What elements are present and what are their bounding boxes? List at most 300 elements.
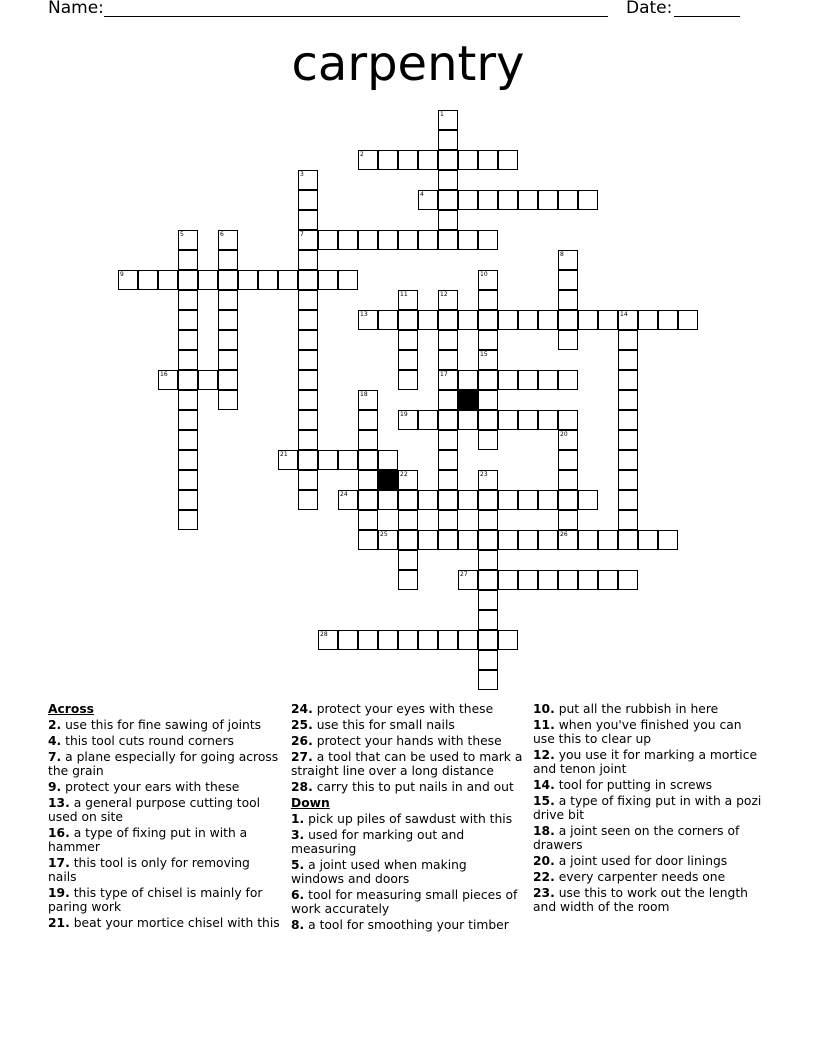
clue-number: 20 bbox=[560, 431, 568, 438]
across-clue bbox=[291, 780, 523, 794]
clue-number: 1 bbox=[440, 111, 444, 118]
grid-cell[interactable] bbox=[298, 210, 318, 230]
clue-number: 19 bbox=[400, 411, 408, 418]
grid-cell[interactable] bbox=[358, 230, 378, 250]
grid-cell[interactable] bbox=[618, 490, 638, 510]
grid-cell[interactable] bbox=[218, 370, 238, 390]
grid-cell[interactable] bbox=[518, 370, 538, 390]
grid-cell[interactable] bbox=[278, 450, 298, 470]
down-clue bbox=[533, 886, 765, 914]
across-clue bbox=[291, 718, 523, 732]
grid-cell[interactable] bbox=[478, 390, 498, 410]
grid-cell[interactable] bbox=[478, 290, 498, 310]
clue-number: 13. bbox=[48, 796, 70, 810]
grid-cell[interactable] bbox=[658, 310, 678, 330]
grid-cell[interactable] bbox=[418, 490, 438, 510]
grid-cell[interactable] bbox=[618, 330, 638, 350]
name-field[interactable] bbox=[104, 0, 608, 17]
grid-cell[interactable] bbox=[438, 310, 458, 330]
grid-cell[interactable] bbox=[558, 370, 578, 390]
grid-cell[interactable] bbox=[298, 450, 318, 470]
name-label: Name: bbox=[48, 0, 104, 18]
clue-number: 23. bbox=[533, 886, 555, 900]
grid-cell[interactable] bbox=[338, 490, 358, 510]
grid-cell[interactable] bbox=[618, 410, 638, 430]
down-clue bbox=[533, 824, 765, 852]
grid-cell[interactable] bbox=[418, 150, 438, 170]
clue-number: 15. bbox=[533, 794, 555, 808]
grid-cell[interactable] bbox=[298, 290, 318, 310]
grid-cell[interactable] bbox=[578, 570, 598, 590]
grid-cell[interactable] bbox=[178, 490, 198, 510]
grid-cell[interactable] bbox=[218, 230, 238, 250]
grid-cell[interactable] bbox=[178, 390, 198, 410]
grid-cell[interactable] bbox=[298, 490, 318, 510]
down-clue bbox=[533, 702, 765, 716]
clue-text: a type of fixing put in with a pozi drive bit bbox=[533, 794, 762, 822]
grid-cell[interactable] bbox=[538, 410, 558, 430]
grid-cell[interactable] bbox=[618, 570, 638, 590]
clue-number: 4 bbox=[420, 191, 424, 198]
grid-cell[interactable] bbox=[378, 150, 398, 170]
grid-cell[interactable] bbox=[158, 270, 178, 290]
across-clue bbox=[48, 796, 280, 824]
grid-cell[interactable] bbox=[438, 230, 458, 250]
grid-cell[interactable] bbox=[398, 630, 418, 650]
across-clue bbox=[48, 718, 280, 732]
grid-cell[interactable] bbox=[178, 230, 198, 250]
grid-cell[interactable] bbox=[358, 630, 378, 650]
clue-text: use this for fine sawing of joints bbox=[61, 718, 262, 732]
grid-cell[interactable] bbox=[178, 330, 198, 350]
grid-cell[interactable] bbox=[578, 530, 598, 550]
grid-cell[interactable] bbox=[358, 410, 378, 430]
grid-cell[interactable] bbox=[478, 610, 498, 630]
grid-cell[interactable] bbox=[498, 630, 518, 650]
grid-cell[interactable] bbox=[398, 370, 418, 390]
grid-cell[interactable] bbox=[438, 110, 458, 130]
grid-cell[interactable] bbox=[678, 310, 698, 330]
grid-cell[interactable] bbox=[378, 450, 398, 470]
grid-cell[interactable] bbox=[298, 310, 318, 330]
grid-cell[interactable] bbox=[358, 430, 378, 450]
grid-cell[interactable] bbox=[178, 430, 198, 450]
grid-cell[interactable] bbox=[218, 250, 238, 270]
down-clue bbox=[291, 812, 523, 826]
clue-number: 16. bbox=[48, 826, 70, 840]
grid-cell[interactable] bbox=[358, 490, 378, 510]
grid-cell[interactable] bbox=[398, 330, 418, 350]
grid-cell[interactable] bbox=[298, 330, 318, 350]
across-clue bbox=[48, 856, 280, 884]
grid-cell[interactable] bbox=[598, 310, 618, 330]
grid-cell[interactable] bbox=[438, 390, 458, 410]
grid-cell[interactable] bbox=[458, 570, 478, 590]
grid-cell[interactable] bbox=[538, 370, 558, 390]
grid-cell[interactable] bbox=[298, 410, 318, 430]
clue-number: 20. bbox=[533, 854, 555, 868]
clue-number: 11. bbox=[533, 718, 555, 732]
grid-cell[interactable] bbox=[398, 550, 418, 570]
down-clue bbox=[533, 718, 765, 746]
grid-cell[interactable] bbox=[438, 130, 458, 150]
clue-number: 28. bbox=[291, 780, 313, 794]
grid-cell[interactable] bbox=[358, 530, 378, 550]
grid-cell[interactable] bbox=[318, 630, 338, 650]
grid-cell[interactable] bbox=[538, 190, 558, 210]
grid-cell[interactable] bbox=[358, 450, 378, 470]
grid-cell[interactable] bbox=[178, 350, 198, 370]
grid-cell[interactable] bbox=[178, 450, 198, 470]
grid-cell[interactable] bbox=[478, 430, 498, 450]
date-label: Date: bbox=[626, 0, 673, 18]
grid-cell[interactable] bbox=[618, 370, 638, 390]
grid-cell[interactable] bbox=[378, 530, 398, 550]
grid-cell[interactable] bbox=[398, 150, 418, 170]
clue-number: 5. bbox=[291, 858, 305, 872]
grid-cell[interactable] bbox=[218, 310, 238, 330]
grid-cell[interactable] bbox=[558, 310, 578, 330]
clue-number: 15 bbox=[480, 351, 488, 358]
clue-text: this type of chisel is mainly for paring work bbox=[48, 886, 263, 914]
grid-cell[interactable] bbox=[338, 450, 358, 470]
grid-cell[interactable] bbox=[398, 310, 418, 330]
clue-number: 7. bbox=[48, 750, 62, 764]
grid-cell[interactable] bbox=[458, 370, 478, 390]
grid-cell[interactable] bbox=[178, 270, 198, 290]
grid-cell[interactable] bbox=[278, 270, 298, 290]
grid-cell[interactable] bbox=[178, 510, 198, 530]
grid-cell[interactable] bbox=[558, 530, 578, 550]
grid-cell[interactable] bbox=[398, 530, 418, 550]
grid-cell[interactable] bbox=[478, 310, 498, 330]
clue-number: 16 bbox=[160, 371, 168, 378]
clue-text: protect your ears with these bbox=[61, 780, 240, 794]
grid-cell[interactable] bbox=[518, 530, 538, 550]
grid-cell[interactable] bbox=[198, 270, 218, 290]
grid-cell[interactable] bbox=[378, 490, 398, 510]
grid-cell[interactable] bbox=[618, 510, 638, 530]
grid-cell[interactable] bbox=[398, 350, 418, 370]
grid-cell[interactable] bbox=[598, 570, 618, 590]
grid-cell[interactable] bbox=[318, 270, 338, 290]
grid-cell[interactable] bbox=[458, 230, 478, 250]
grid-cell[interactable] bbox=[218, 330, 238, 350]
grid-cell[interactable] bbox=[298, 430, 318, 450]
grid-cell[interactable] bbox=[478, 370, 498, 390]
grid-cell[interactable] bbox=[498, 190, 518, 210]
date-field[interactable] bbox=[674, 0, 740, 17]
clue-number: 8 bbox=[560, 251, 564, 258]
grid-cell[interactable] bbox=[518, 490, 538, 510]
grid-cell[interactable] bbox=[218, 290, 238, 310]
grid-cell[interactable] bbox=[498, 530, 518, 550]
grid-cell[interactable] bbox=[438, 630, 458, 650]
grid-cell[interactable] bbox=[438, 470, 458, 490]
header bbox=[48, 0, 768, 20]
grid-cell[interactable] bbox=[418, 410, 438, 430]
grid-cell[interactable] bbox=[418, 530, 438, 550]
grid-cell[interactable] bbox=[658, 530, 678, 550]
clue-text: you use it for marking a mortice and tenon joint bbox=[533, 748, 758, 776]
grid-cell[interactable] bbox=[418, 190, 438, 210]
clue-text: this tool cuts round corners bbox=[61, 734, 234, 748]
grid-cell[interactable] bbox=[478, 190, 498, 210]
grid-cell[interactable] bbox=[438, 170, 458, 190]
clue-number: 22. bbox=[533, 870, 555, 884]
grid-cell[interactable] bbox=[538, 530, 558, 550]
grid-cell[interactable] bbox=[498, 370, 518, 390]
grid-cell[interactable] bbox=[458, 630, 478, 650]
grid-cell[interactable] bbox=[398, 410, 418, 430]
clue-number: 18 bbox=[360, 391, 368, 398]
grid-cell[interactable] bbox=[178, 310, 198, 330]
grid-cell[interactable] bbox=[498, 310, 518, 330]
grid-cell[interactable] bbox=[518, 190, 538, 210]
grid-cell[interactable] bbox=[298, 350, 318, 370]
grid-cell[interactable] bbox=[218, 270, 238, 290]
grid-cell[interactable] bbox=[178, 410, 198, 430]
grid-cell[interactable] bbox=[198, 370, 218, 390]
grid-cell[interactable] bbox=[558, 470, 578, 490]
grid-cell[interactable] bbox=[298, 470, 318, 490]
grid-cell[interactable] bbox=[498, 410, 518, 430]
grid-cell[interactable] bbox=[638, 310, 658, 330]
grid-cell[interactable] bbox=[618, 530, 638, 550]
grid-cell[interactable] bbox=[438, 150, 458, 170]
clue-number: 23 bbox=[480, 471, 488, 478]
clue-number: 6 bbox=[220, 231, 224, 238]
grid-cell[interactable] bbox=[418, 310, 438, 330]
grid-cell[interactable] bbox=[358, 150, 378, 170]
grid-cell[interactable] bbox=[298, 370, 318, 390]
grid-cell[interactable] bbox=[618, 310, 638, 330]
grid-cell[interactable] bbox=[438, 190, 458, 210]
grid-cell[interactable] bbox=[458, 530, 478, 550]
clue-text: a joint used for door linings bbox=[554, 854, 728, 868]
grid-cell[interactable] bbox=[318, 230, 338, 250]
down-clue bbox=[533, 870, 765, 884]
clue-number: 22 bbox=[400, 471, 408, 478]
across-clue bbox=[48, 826, 280, 854]
grid-cell[interactable] bbox=[338, 630, 358, 650]
grid-cell[interactable] bbox=[178, 370, 198, 390]
grid-cell[interactable] bbox=[398, 290, 418, 310]
clue-text: a tool that can be used to mark a straight line over a long distance bbox=[291, 750, 523, 778]
grid-cell[interactable] bbox=[538, 570, 558, 590]
grid-cell[interactable] bbox=[558, 490, 578, 510]
grid-cell[interactable] bbox=[438, 430, 458, 450]
grid-cell[interactable] bbox=[638, 530, 658, 550]
clue-number: 4. bbox=[48, 734, 62, 748]
across-clue bbox=[48, 886, 280, 914]
grid-cell[interactable] bbox=[478, 550, 498, 570]
grid-cell[interactable] bbox=[518, 570, 538, 590]
grid-cell[interactable] bbox=[378, 310, 398, 330]
clue-number: 26 bbox=[560, 531, 568, 538]
clue-number: 21. bbox=[48, 916, 70, 930]
grid-cell[interactable] bbox=[438, 450, 458, 470]
grid-cell[interactable] bbox=[438, 290, 458, 310]
grid-cell[interactable] bbox=[298, 230, 318, 250]
grid-cell[interactable] bbox=[178, 470, 198, 490]
grid-cell[interactable] bbox=[338, 230, 358, 250]
grid-cell[interactable] bbox=[558, 250, 578, 270]
across-clue bbox=[48, 916, 280, 930]
clue-text: carry this to put nails in and out bbox=[312, 780, 514, 794]
grid-cell[interactable] bbox=[238, 270, 258, 290]
clue-number: 9. bbox=[48, 780, 62, 794]
grid-cell[interactable] bbox=[598, 530, 618, 550]
grid-cell[interactable] bbox=[518, 310, 538, 330]
grid-cell[interactable] bbox=[618, 390, 638, 410]
down-clue bbox=[291, 828, 523, 856]
grid-cell[interactable] bbox=[538, 310, 558, 330]
grid-cell[interactable] bbox=[358, 470, 378, 490]
grid-cell[interactable] bbox=[558, 570, 578, 590]
grid-cell[interactable] bbox=[518, 410, 538, 430]
grid-cell[interactable] bbox=[378, 630, 398, 650]
clue-number: 24 bbox=[340, 491, 348, 498]
clue-number: 2 bbox=[360, 151, 364, 158]
grid-cell[interactable] bbox=[298, 270, 318, 290]
grid-cell[interactable] bbox=[538, 490, 558, 510]
clue-number: 12 bbox=[440, 291, 448, 298]
grid-cell[interactable] bbox=[458, 410, 478, 430]
down-clue bbox=[291, 888, 523, 916]
clue-number: 2. bbox=[48, 718, 62, 732]
grid-cell[interactable] bbox=[498, 490, 518, 510]
grid-cell[interactable] bbox=[618, 430, 638, 450]
down-clue bbox=[291, 858, 523, 886]
grid-cell[interactable] bbox=[478, 490, 498, 510]
grid-cell[interactable] bbox=[498, 570, 518, 590]
clue-number: 17. bbox=[48, 856, 70, 870]
grid-cell[interactable] bbox=[438, 410, 458, 430]
grid-cell[interactable] bbox=[418, 230, 438, 250]
grid-cell[interactable] bbox=[478, 230, 498, 250]
across-clue bbox=[48, 750, 280, 778]
grid-cell[interactable] bbox=[458, 310, 478, 330]
clue-text: tool for putting in screws bbox=[554, 778, 712, 792]
clue-text: pick up piles of sawdust with this bbox=[304, 812, 513, 826]
grid-cell[interactable] bbox=[558, 190, 578, 210]
clue-number: 13 bbox=[360, 311, 368, 318]
clue-text: a joint seen on the corners of drawers bbox=[533, 824, 740, 852]
grid-cell[interactable] bbox=[338, 270, 358, 290]
grid-cell[interactable] bbox=[458, 150, 478, 170]
clue-number: 28 bbox=[320, 631, 328, 638]
clue-text: protect your hands with these bbox=[312, 734, 502, 748]
grid-cell[interactable] bbox=[318, 450, 338, 470]
grid-cell[interactable] bbox=[478, 590, 498, 610]
grid-cell[interactable] bbox=[478, 350, 498, 370]
grid-cell[interactable] bbox=[138, 270, 158, 290]
clue-text: beat your mortice chisel with this bbox=[69, 916, 280, 930]
grid-cell[interactable] bbox=[398, 490, 418, 510]
grid-cell[interactable] bbox=[358, 310, 378, 330]
grid-cell[interactable] bbox=[398, 230, 418, 250]
grid-cell[interactable] bbox=[398, 470, 418, 490]
grid-cell[interactable] bbox=[478, 470, 498, 490]
grid-cell[interactable] bbox=[478, 670, 498, 690]
grid-cell[interactable] bbox=[378, 230, 398, 250]
clue-number: 7 bbox=[300, 231, 304, 238]
clue-text: used for marking out and measuring bbox=[291, 828, 465, 856]
grid-cell[interactable] bbox=[438, 330, 458, 350]
grid-cell[interactable] bbox=[438, 530, 458, 550]
grid-cell[interactable] bbox=[358, 390, 378, 410]
page-title: carpentry bbox=[291, 36, 525, 92]
grid-cell[interactable] bbox=[438, 350, 458, 370]
clue-text: use this for small nails bbox=[312, 718, 455, 732]
grid-cell[interactable] bbox=[458, 490, 478, 510]
grid-cell[interactable] bbox=[438, 510, 458, 530]
grid-cell[interactable] bbox=[478, 650, 498, 670]
grid-cell[interactable] bbox=[118, 270, 138, 290]
grid-cell[interactable] bbox=[558, 510, 578, 530]
grid-cell[interactable] bbox=[298, 390, 318, 410]
grid-cell[interactable] bbox=[578, 490, 598, 510]
grid-cell[interactable] bbox=[438, 490, 458, 510]
grid-cell[interactable] bbox=[418, 630, 438, 650]
grid-cell[interactable] bbox=[438, 210, 458, 230]
clue-number: 27. bbox=[291, 750, 313, 764]
grid-cell[interactable] bbox=[478, 330, 498, 350]
grid-cell[interactable] bbox=[458, 190, 478, 210]
across-clue bbox=[291, 734, 523, 748]
grid-cell[interactable] bbox=[558, 410, 578, 430]
grid-cell[interactable] bbox=[478, 530, 498, 550]
grid-cell[interactable] bbox=[218, 350, 238, 370]
grid-cell[interactable] bbox=[558, 430, 578, 450]
grid-cell[interactable] bbox=[558, 290, 578, 310]
grid-cell[interactable] bbox=[618, 470, 638, 490]
grid-cell[interactable] bbox=[558, 270, 578, 290]
clue-text: put all the rubbish in here bbox=[554, 702, 719, 716]
grid-cell[interactable] bbox=[478, 510, 498, 530]
clue-number: 5 bbox=[180, 231, 184, 238]
grid-cell[interactable] bbox=[618, 350, 638, 370]
grid-cell[interactable] bbox=[478, 570, 498, 590]
grid-cell[interactable] bbox=[398, 510, 418, 530]
grid-cell[interactable] bbox=[178, 250, 198, 270]
grid-cell[interactable] bbox=[178, 290, 198, 310]
grid-cell[interactable] bbox=[478, 410, 498, 430]
grid-cell[interactable] bbox=[478, 270, 498, 290]
grid-cell[interactable] bbox=[398, 570, 418, 590]
clue-number: 9 bbox=[120, 271, 124, 278]
down-clue bbox=[533, 778, 765, 792]
grid-cell[interactable] bbox=[298, 250, 318, 270]
grid-cell[interactable] bbox=[478, 630, 498, 650]
grid-cell[interactable] bbox=[578, 310, 598, 330]
grid-cell[interactable] bbox=[438, 370, 458, 390]
grid-cell[interactable] bbox=[498, 150, 518, 170]
grid-cell[interactable] bbox=[258, 270, 278, 290]
grid-cell[interactable] bbox=[558, 450, 578, 470]
grid-cell[interactable] bbox=[358, 510, 378, 530]
grid-cell[interactable] bbox=[558, 330, 578, 350]
grid-cell[interactable] bbox=[618, 450, 638, 470]
grid-cell[interactable] bbox=[298, 190, 318, 210]
grid-cell[interactable] bbox=[298, 170, 318, 190]
grid-cell[interactable] bbox=[218, 390, 238, 410]
grid-cell[interactable] bbox=[578, 190, 598, 210]
down-heading: Down bbox=[291, 796, 330, 810]
grid-cell[interactable] bbox=[158, 370, 178, 390]
grid-cell[interactable] bbox=[478, 150, 498, 170]
